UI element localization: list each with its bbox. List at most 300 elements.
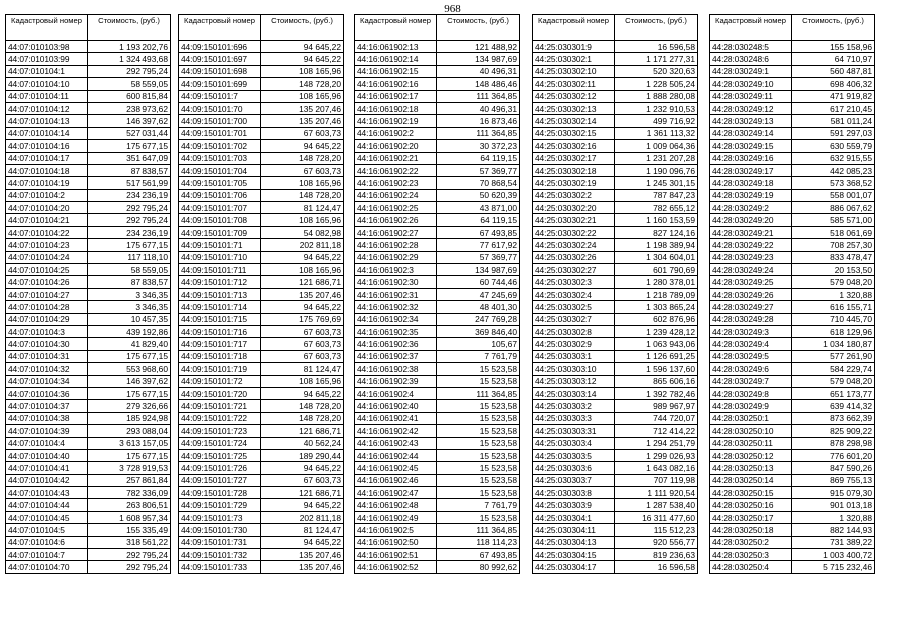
table-row	[533, 90, 698, 102]
cadastral-number-cell: 44:25:030302:20	[533, 202, 615, 214]
cost-cell: 15 523,58	[437, 511, 520, 523]
table-row	[179, 363, 344, 375]
cadastral-number-cell: 44:09:150101:724	[179, 437, 261, 449]
table-row	[355, 102, 520, 114]
table-row	[6, 65, 171, 77]
cost-cell: 707 119,98	[615, 474, 698, 486]
cadastral-number-cell: 44:25:030302:22	[533, 226, 615, 238]
table-row	[710, 499, 875, 511]
cost-cell: 105,67	[437, 338, 520, 350]
table-row	[179, 487, 344, 499]
table-row	[179, 313, 344, 325]
cadastral-number-cell: 44:25:030302:10	[533, 65, 615, 77]
table-row	[6, 41, 171, 53]
cost-cell: 80 992,62	[437, 561, 520, 573]
cost-cell: 1 190 096,76	[615, 164, 698, 176]
table-row	[179, 226, 344, 238]
cost-cell: 618 129,96	[792, 325, 875, 337]
table-row	[6, 115, 171, 127]
cost-cell: 148 486,46	[437, 78, 520, 90]
cost-cell: 15 523,58	[437, 400, 520, 412]
table-row	[710, 350, 875, 362]
cadastral-number-cell: 44:09:150101:726	[179, 462, 261, 474]
cost-cell: 57 369,77	[437, 164, 520, 176]
cost-cell: 651 173,77	[792, 387, 875, 399]
cadastral-number-cell: 44:16:061902:36	[355, 338, 437, 350]
cadastral-number-cell: 44:16:061902:37	[355, 350, 437, 362]
cadastral-number-cell: 44:25:030302:9	[533, 338, 615, 350]
cadastral-number-cell: 44:16:061902:43	[355, 437, 437, 449]
cost-header: Стоимость, (руб.)	[261, 15, 344, 41]
table-row	[6, 214, 171, 226]
table-row	[710, 152, 875, 164]
table-row	[179, 78, 344, 90]
cadastral-number-cell: 44:09:150101:723	[179, 425, 261, 437]
table-row	[710, 164, 875, 176]
table-row	[533, 412, 698, 424]
table-row	[179, 102, 344, 114]
cost-cell: 1 193 202,76	[88, 41, 171, 53]
table-row	[533, 437, 698, 449]
cost-cell: 67 603,73	[261, 338, 344, 350]
table-row	[179, 90, 344, 102]
cost-cell: 111 364,85	[437, 127, 520, 139]
cadastral-number-cell: 44:09:150101:733	[179, 561, 261, 573]
cost-cell: 585 571,00	[792, 214, 875, 226]
cost-cell: 471 919,82	[792, 90, 875, 102]
cost-cell: 111 364,85	[437, 524, 520, 536]
table-row	[710, 65, 875, 77]
cost-cell: 1 218 789,09	[615, 288, 698, 300]
cadastral-number-cell: 44:28:030248:6	[710, 53, 792, 65]
table-row	[6, 437, 171, 449]
cadastral-number-cell: 44:25:030303:3	[533, 412, 615, 424]
table-row	[355, 350, 520, 362]
cost-cell: 1 294 251,79	[615, 437, 698, 449]
cost-header: Стоимость, (руб.)	[88, 15, 171, 41]
cadastral-number-cell: 44:25:030303:5	[533, 449, 615, 461]
cadastral-number-cell: 44:16:061902:45	[355, 462, 437, 474]
table-row	[6, 387, 171, 399]
cadastral-number-cell: 44:09:150101:713	[179, 288, 261, 300]
cadastral-number-cell: 44:07:010104:40	[6, 449, 88, 461]
table-row	[533, 65, 698, 77]
cost-cell: 782 336,09	[88, 487, 171, 499]
table-row	[533, 127, 698, 139]
cost-cell: 847 590,26	[792, 462, 875, 474]
cost-cell: 1 239 428,12	[615, 325, 698, 337]
cost-cell: 1 596 137,60	[615, 363, 698, 375]
cadastral-number-cell: 44:09:150101:714	[179, 301, 261, 313]
cadastral-number-cell: 44:16:061902:29	[355, 251, 437, 263]
cadastral-number-cell: 44:09:150101:727	[179, 474, 261, 486]
table-row	[6, 78, 171, 90]
table-row	[6, 102, 171, 114]
cost-cell: 10 457,35	[88, 313, 171, 325]
table-row	[6, 561, 171, 573]
cost-cell: 67 493,85	[437, 549, 520, 561]
cadastral-number-cell: 44:09:150101:728	[179, 487, 261, 499]
cadastral-number-cell: 44:16:061902:25	[355, 202, 437, 214]
cadastral-number-cell: 44:07:010104:26	[6, 276, 88, 288]
cost-cell: 584 229,74	[792, 363, 875, 375]
cadastral-number-cell: 44:25:030303:12	[533, 375, 615, 387]
table-row	[6, 313, 171, 325]
cost-cell: 15 523,58	[437, 449, 520, 461]
cadastral-number-cell: 44:28:030250:11	[710, 437, 792, 449]
cadastral-number-cell: 44:09:150101:715	[179, 313, 261, 325]
cost-cell: 1 111 920,54	[615, 487, 698, 499]
cost-cell: 1 228 505,24	[615, 78, 698, 90]
table-row	[533, 474, 698, 486]
cadastral-number-cell: 44:16:061902:18	[355, 102, 437, 114]
cost-cell: 64 119,15	[437, 152, 520, 164]
table-row	[533, 41, 698, 53]
table-row	[355, 400, 520, 412]
cadastral-number-cell: 44:28:030249:2	[710, 202, 792, 214]
cadastral-table	[532, 14, 698, 574]
cadastral-number-cell: 44:07:010103:99	[6, 53, 88, 65]
cost-cell: 135 207,46	[261, 549, 344, 561]
cadastral-number-cell: 44:25:030303:31	[533, 425, 615, 437]
cost-cell: 827 124,16	[615, 226, 698, 238]
cost-cell: 148 728,20	[261, 78, 344, 90]
cadastral-number-cell: 44:28:030250:13	[710, 462, 792, 474]
cadastral-number-cell: 44:16:061902:38	[355, 363, 437, 375]
cost-cell: 175 677,15	[88, 239, 171, 251]
cadastral-number-cell: 44:07:010104:17	[6, 152, 88, 164]
cadastral-number-cell: 44:28:030249:26	[710, 288, 792, 300]
table-row	[710, 487, 875, 499]
cadastral-number-header: Кадастровый номер	[179, 15, 261, 41]
cadastral-number-cell: 44:07:010104:36	[6, 387, 88, 399]
cadastral-number-cell: 44:28:030249:7	[710, 375, 792, 387]
cost-cell: 602 876,96	[615, 313, 698, 325]
cadastral-number-cell: 44:28:030249:20	[710, 214, 792, 226]
cost-cell: 94 645,22	[261, 462, 344, 474]
cadastral-number-cell: 44:09:150101:703	[179, 152, 261, 164]
table-row	[6, 264, 171, 276]
cost-cell: 64 710,97	[792, 53, 875, 65]
cadastral-number-cell: 44:09:150101:710	[179, 251, 261, 263]
cadastral-number-cell: 44:25:030302:18	[533, 164, 615, 176]
cost-cell: 293 088,04	[88, 425, 171, 437]
cadastral-number-cell: 44:16:061902:14	[355, 53, 437, 65]
cost-cell: 601 790,69	[615, 264, 698, 276]
cost-cell: 108 165,96	[261, 214, 344, 226]
cost-cell: 527 031,44	[88, 127, 171, 139]
cadastral-number-cell: 44:25:030303:9	[533, 499, 615, 511]
cadastral-number-header: Кадастровый номер	[533, 15, 615, 41]
cost-cell: 292 795,24	[88, 202, 171, 214]
cost-cell: 48 401,30	[437, 301, 520, 313]
cadastral-number-cell: 44:09:150101:700	[179, 115, 261, 127]
cadastral-number-cell: 44:28:030249:23	[710, 251, 792, 263]
cost-cell: 1 888 280,08	[615, 90, 698, 102]
cadastral-number-cell: 44:28:030248:5	[710, 41, 792, 53]
cadastral-number-cell: 44:25:030302:24	[533, 239, 615, 251]
cadastral-number-cell: 44:25:030304:11	[533, 524, 615, 536]
cost-cell: 189 290,44	[261, 449, 344, 461]
cadastral-number-cell: 44:25:030302:21	[533, 214, 615, 226]
table-row	[710, 177, 875, 189]
table-row	[533, 561, 698, 573]
cadastral-number-cell: 44:09:150101:707	[179, 202, 261, 214]
table-row	[355, 449, 520, 461]
table-row	[355, 78, 520, 90]
cost-cell: 238 973,62	[88, 102, 171, 114]
cadastral-number-cell: 44:16:061902:30	[355, 276, 437, 288]
cost-cell: 121 488,92	[437, 41, 520, 53]
cadastral-number-cell: 44:28:030250:1	[710, 412, 792, 424]
table-row	[179, 499, 344, 511]
cost-cell: 108 165,96	[261, 65, 344, 77]
table-row	[710, 338, 875, 350]
cadastral-number-cell: 44:25:030304:17	[533, 561, 615, 573]
cost-cell: 901 013,18	[792, 499, 875, 511]
cadastral-number-cell: 44:07:010104:6	[6, 536, 88, 548]
cadastral-number-cell: 44:16:061902:49	[355, 511, 437, 523]
cadastral-number-cell: 44:07:010104:7	[6, 549, 88, 561]
table-row	[355, 412, 520, 424]
table-row	[710, 474, 875, 486]
table-row	[179, 65, 344, 77]
table-row	[533, 214, 698, 226]
table-row	[355, 474, 520, 486]
table-row	[6, 202, 171, 214]
cost-cell: 5 715 232,46	[792, 561, 875, 573]
table-row	[710, 549, 875, 561]
cadastral-number-cell: 44:16:061902:46	[355, 474, 437, 486]
cadastral-number-cell: 44:28:030250:12	[710, 449, 792, 461]
cadastral-number-cell: 44:16:061902:4	[355, 387, 437, 399]
cost-cell: 41 829,40	[88, 338, 171, 350]
cost-cell: 202 811,18	[261, 511, 344, 523]
cost-cell: 20 153,50	[792, 264, 875, 276]
cost-cell: 108 165,96	[261, 264, 344, 276]
table-row	[179, 202, 344, 214]
cost-cell: 577 261,90	[792, 350, 875, 362]
table-row	[355, 487, 520, 499]
table-row	[533, 313, 698, 325]
table-header-row	[355, 15, 520, 41]
table-row	[355, 462, 520, 474]
table-row	[533, 226, 698, 238]
cadastral-number-cell: 44:25:030302:3	[533, 276, 615, 288]
table-row	[533, 164, 698, 176]
cost-cell: 579 048,20	[792, 276, 875, 288]
table-row	[533, 549, 698, 561]
cost-cell: 81 124,47	[261, 363, 344, 375]
table-row	[710, 140, 875, 152]
cadastral-number-cell: 44:16:061902:17	[355, 90, 437, 102]
cadastral-number-cell: 44:16:061902:41	[355, 412, 437, 424]
cost-cell: 135 207,46	[261, 115, 344, 127]
cost-cell: 560 487,81	[792, 65, 875, 77]
cadastral-number-cell: 44:09:150101:720	[179, 387, 261, 399]
cost-cell: 148 728,20	[261, 189, 344, 201]
cost-cell: 1 361 113,32	[615, 127, 698, 139]
table-row	[533, 102, 698, 114]
cadastral-number-cell: 44:25:030302:14	[533, 115, 615, 127]
cost-cell: 3 613 157,05	[88, 437, 171, 449]
cadastral-number-cell: 44:16:061902:15	[355, 65, 437, 77]
cadastral-number-cell: 44:07:010104:34	[6, 375, 88, 387]
cost-cell: 121 686,71	[261, 487, 344, 499]
cadastral-number-cell: 44:28:030249:13	[710, 115, 792, 127]
cost-cell: 234 236,19	[88, 189, 171, 201]
cost-cell: 15 523,58	[437, 412, 520, 424]
table-row	[710, 214, 875, 226]
cost-cell: 787 847,23	[615, 189, 698, 201]
cadastral-number-cell: 44:09:150101:701	[179, 127, 261, 139]
table-row	[355, 375, 520, 387]
table-row	[6, 511, 171, 523]
cost-cell: 1 324 493,68	[88, 53, 171, 65]
cadastral-number-cell: 44:16:061902:28	[355, 239, 437, 251]
cadastral-number-cell: 44:09:150101:729	[179, 499, 261, 511]
cost-cell: 1 160 153,59	[615, 214, 698, 226]
table-row	[710, 425, 875, 437]
cost-cell: 146 397,62	[88, 115, 171, 127]
table-row	[355, 276, 520, 288]
cost-cell: 185 924,98	[88, 412, 171, 424]
cadastral-tables	[5, 14, 900, 634]
cadastral-number-cell: 44:28:030249:14	[710, 127, 792, 139]
cost-cell: 886 067,62	[792, 202, 875, 214]
cadastral-number-cell: 44:25:030302:2	[533, 189, 615, 201]
table-row	[710, 375, 875, 387]
table-row	[710, 511, 875, 523]
cost-cell: 135 207,46	[261, 561, 344, 573]
cost-cell: 1 643 082,16	[615, 462, 698, 474]
cadastral-table	[5, 14, 171, 574]
cost-cell: 318 561,22	[88, 536, 171, 548]
cost-cell: 632 915,55	[792, 152, 875, 164]
cadastral-number-cell: 44:16:061902:16	[355, 78, 437, 90]
table-row	[6, 140, 171, 152]
cadastral-number-cell: 44:28:030249:22	[710, 239, 792, 251]
table-row	[710, 189, 875, 201]
cost-cell: 1 303 865,24	[615, 301, 698, 313]
cadastral-number-cell: 44:09:150101:70	[179, 102, 261, 114]
table-row	[533, 524, 698, 536]
table-row	[710, 53, 875, 65]
table-row	[355, 325, 520, 337]
cadastral-number-cell: 44:28:030249:16	[710, 152, 792, 164]
cadastral-number-cell: 44:07:010104:4	[6, 437, 88, 449]
table-row	[179, 425, 344, 437]
cadastral-number-cell: 44:16:061902:13	[355, 41, 437, 53]
cadastral-number-cell: 44:07:010104:21	[6, 214, 88, 226]
cost-cell: 710 445,70	[792, 313, 875, 325]
cadastral-number-cell: 44:28:030249:11	[710, 90, 792, 102]
table-row	[6, 474, 171, 486]
cost-cell: 134 987,69	[437, 53, 520, 65]
cost-cell: 3 728 919,53	[88, 462, 171, 474]
table-row	[533, 140, 698, 152]
cadastral-number-cell: 44:25:030303:10	[533, 363, 615, 375]
table-row	[355, 549, 520, 561]
table-row	[710, 387, 875, 399]
cadastral-table	[709, 14, 875, 574]
table-row	[355, 115, 520, 127]
cadastral-number-cell: 44:25:030303:14	[533, 387, 615, 399]
cost-cell: 94 645,22	[261, 499, 344, 511]
cadastral-number-cell: 44:09:150101:704	[179, 164, 261, 176]
cost-cell: 30 372,23	[437, 140, 520, 152]
table-row	[533, 177, 698, 189]
cadastral-number-cell: 44:16:061902:39	[355, 375, 437, 387]
cadastral-number-cell: 44:28:030250:18	[710, 524, 792, 536]
cost-cell: 57 369,77	[437, 251, 520, 263]
cadastral-number-cell: 44:07:010104:2	[6, 189, 88, 201]
cadastral-number-cell: 44:07:010104:70	[6, 561, 88, 573]
table-row	[355, 511, 520, 523]
table-row	[355, 90, 520, 102]
cost-cell: 40 496,31	[437, 65, 520, 77]
cadastral-number-cell: 44:07:010104:14	[6, 127, 88, 139]
cadastral-number-cell: 44:28:030249:15	[710, 140, 792, 152]
cadastral-number-cell: 44:07:010104:24	[6, 251, 88, 263]
cadastral-number-cell: 44:09:150101:698	[179, 65, 261, 77]
cadastral-number-cell: 44:28:030249:18	[710, 177, 792, 189]
cost-cell: 1 198 389,94	[615, 239, 698, 251]
cadastral-number-cell: 44:25:030302:27	[533, 264, 615, 276]
cost-cell: 15 523,58	[437, 487, 520, 499]
table-row	[355, 53, 520, 65]
table-row	[179, 549, 344, 561]
table-row	[533, 189, 698, 201]
cost-cell: 108 165,96	[261, 177, 344, 189]
cadastral-number-cell: 44:16:061902:32	[355, 301, 437, 313]
table-row	[6, 177, 171, 189]
cadastral-number-cell: 44:25:030301:9	[533, 41, 615, 53]
cost-cell: 1 304 604,01	[615, 251, 698, 263]
table-row	[179, 276, 344, 288]
cadastral-number-cell: 44:25:030302:12	[533, 90, 615, 102]
table-row	[533, 462, 698, 474]
cadastral-number-cell: 44:16:061902:20	[355, 140, 437, 152]
table-row	[533, 425, 698, 437]
cost-cell: 16 596,58	[615, 561, 698, 573]
cadastral-number-cell: 44:07:010104:11	[6, 90, 88, 102]
cadastral-number-cell: 44:25:030302:7	[533, 313, 615, 325]
table-row	[533, 251, 698, 263]
table-row	[533, 536, 698, 548]
cadastral-number-cell: 44:25:030302:16	[533, 140, 615, 152]
cadastral-number-header: Кадастровый номер	[710, 15, 792, 41]
table-row	[355, 189, 520, 201]
cadastral-number-cell: 44:28:030250:4	[710, 561, 792, 573]
cadastral-number-cell: 44:09:150101:716	[179, 325, 261, 337]
cost-cell: 175 677,15	[88, 350, 171, 362]
table-row	[710, 363, 875, 375]
cost-cell: 553 968,60	[88, 363, 171, 375]
cost-cell: 77 617,92	[437, 239, 520, 251]
cost-cell: 247 769,28	[437, 313, 520, 325]
table-row	[179, 214, 344, 226]
cadastral-number-cell: 44:16:061902:50	[355, 536, 437, 548]
cost-cell: 94 645,22	[261, 387, 344, 399]
table-row	[179, 524, 344, 536]
table-row	[179, 375, 344, 387]
table-row	[355, 226, 520, 238]
table-row	[533, 78, 698, 90]
cadastral-number-cell: 44:25:030302:5	[533, 301, 615, 313]
cost-cell: 81 124,47	[261, 524, 344, 536]
cadastral-number-cell: 44:25:030304:13	[533, 536, 615, 548]
